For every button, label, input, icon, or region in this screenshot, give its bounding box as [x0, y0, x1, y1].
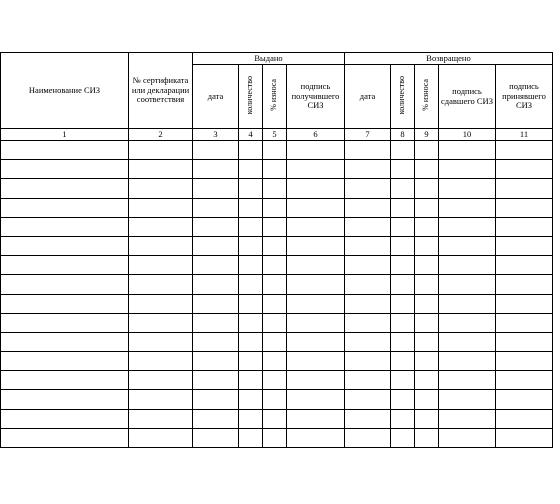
table-cell[interactable]	[287, 390, 345, 409]
table-cell[interactable]	[345, 428, 391, 447]
table-cell[interactable]	[263, 179, 287, 198]
table-cell[interactable]	[439, 256, 496, 275]
table-cell[interactable]	[391, 332, 415, 351]
table-cell[interactable]	[1, 160, 129, 179]
table-cell[interactable]	[391, 141, 415, 160]
table-cell[interactable]	[345, 352, 391, 371]
table-cell[interactable]	[239, 428, 263, 447]
table-cell[interactable]	[439, 294, 496, 313]
table-cell[interactable]	[239, 141, 263, 160]
column-number: 4	[239, 129, 263, 141]
table-cell[interactable]	[239, 275, 263, 294]
table-cell[interactable]	[391, 352, 415, 371]
table-cell[interactable]	[287, 141, 345, 160]
table-cell[interactable]	[391, 275, 415, 294]
table-cell[interactable]	[391, 179, 415, 198]
table-cell[interactable]	[391, 217, 415, 236]
equipment-issue-form	[0, 52, 553, 448]
table-cell[interactable]	[193, 390, 239, 409]
table-cell[interactable]	[239, 313, 263, 332]
table-cell[interactable]	[129, 332, 193, 351]
header-issued-signature: подпись получившего СИЗ	[287, 65, 345, 129]
table-cell[interactable]	[391, 294, 415, 313]
table-cell[interactable]	[415, 236, 439, 255]
table-cell[interactable]	[391, 428, 415, 447]
table-cell[interactable]	[263, 332, 287, 351]
table-cell[interactable]	[1, 256, 129, 275]
table-cell[interactable]	[193, 313, 239, 332]
header-returned-date: дата	[345, 65, 391, 129]
table-cell[interactable]	[496, 141, 553, 160]
table-cell[interactable]	[391, 409, 415, 428]
table-cell[interactable]	[345, 313, 391, 332]
table-cell[interactable]	[439, 217, 496, 236]
table-cell[interactable]	[391, 198, 415, 217]
column-number: 8	[391, 129, 415, 141]
table-cell[interactable]	[263, 294, 287, 313]
table-cell[interactable]	[263, 198, 287, 217]
header-issued-quantity	[239, 65, 263, 129]
header-issued-wear	[263, 65, 287, 129]
header-returned-wear	[415, 65, 439, 129]
table-cell[interactable]	[496, 390, 553, 409]
table-cell[interactable]	[439, 141, 496, 160]
table-cell[interactable]	[415, 390, 439, 409]
table-cell[interactable]	[415, 160, 439, 179]
table-row	[1, 371, 553, 390]
table-cell[interactable]	[345, 236, 391, 255]
table-cell[interactable]	[239, 179, 263, 198]
table-cell[interactable]	[391, 236, 415, 255]
table-cell[interactable]	[439, 371, 496, 390]
table-cell[interactable]	[263, 236, 287, 255]
table-cell[interactable]	[496, 332, 553, 351]
table-row	[1, 294, 553, 313]
table-cell[interactable]	[496, 409, 553, 428]
table-cell[interactable]	[129, 409, 193, 428]
table-cell[interactable]	[239, 198, 263, 217]
table-cell[interactable]	[1, 141, 129, 160]
table-cell[interactable]	[391, 160, 415, 179]
table-cell[interactable]	[263, 371, 287, 390]
table-cell[interactable]	[129, 256, 193, 275]
table-cell[interactable]	[345, 160, 391, 179]
table-cell[interactable]	[1, 217, 129, 236]
table-row	[1, 217, 553, 236]
table-cell[interactable]	[391, 313, 415, 332]
header-returned-quantity	[391, 65, 415, 129]
table-cell[interactable]	[129, 236, 193, 255]
table-cell[interactable]	[239, 294, 263, 313]
table-cell[interactable]	[287, 198, 345, 217]
table-cell[interactable]	[439, 275, 496, 294]
table-cell[interactable]	[496, 198, 553, 217]
table-cell[interactable]	[129, 428, 193, 447]
table-cell[interactable]	[1, 409, 129, 428]
table-row	[1, 236, 553, 255]
table-cell[interactable]	[415, 275, 439, 294]
table-row	[1, 160, 553, 179]
table-cell[interactable]	[129, 371, 193, 390]
table-cell[interactable]	[263, 352, 287, 371]
header-returned-signature-giver: подпись сдавшего СИЗ	[439, 65, 496, 129]
table-cell[interactable]	[239, 409, 263, 428]
table-cell[interactable]	[1, 352, 129, 371]
table-cell[interactable]	[496, 256, 553, 275]
table-cell[interactable]	[1, 390, 129, 409]
table-cell[interactable]	[345, 179, 391, 198]
table-cell[interactable]	[1, 179, 129, 198]
table-cell[interactable]	[496, 294, 553, 313]
table-cell[interactable]	[287, 352, 345, 371]
table-cell[interactable]	[496, 352, 553, 371]
table-cell[interactable]	[496, 275, 553, 294]
table-cell[interactable]	[496, 217, 553, 236]
header-issued-quantity-label: количество	[245, 76, 255, 115]
table-cell[interactable]	[129, 390, 193, 409]
table-row	[1, 256, 553, 275]
table-cell[interactable]	[345, 390, 391, 409]
table-cell[interactable]	[345, 332, 391, 351]
table-cell[interactable]	[439, 179, 496, 198]
table-row	[1, 141, 553, 160]
table-cell[interactable]	[1, 428, 129, 447]
table-cell[interactable]	[263, 313, 287, 332]
header-issued-date: дата	[193, 65, 239, 129]
table-cell[interactable]	[129, 294, 193, 313]
table-cell[interactable]	[263, 428, 287, 447]
table-cell[interactable]	[239, 160, 263, 179]
table-cell[interactable]	[415, 332, 439, 351]
table-cell[interactable]	[415, 179, 439, 198]
column-number: 1	[1, 129, 129, 141]
table-cell[interactable]	[439, 409, 496, 428]
table-cell[interactable]	[391, 256, 415, 275]
table-cell[interactable]	[239, 217, 263, 236]
table-cell[interactable]	[287, 256, 345, 275]
table-cell[interactable]	[129, 160, 193, 179]
table-cell[interactable]	[345, 371, 391, 390]
table-cell[interactable]	[239, 390, 263, 409]
table-cell[interactable]	[415, 352, 439, 371]
table-cell[interactable]	[193, 160, 239, 179]
table-cell[interactable]	[415, 313, 439, 332]
table-body	[1, 141, 553, 448]
table-cell[interactable]	[1, 275, 129, 294]
table-row	[1, 428, 553, 447]
table-cell[interactable]	[439, 352, 496, 371]
table-cell[interactable]	[287, 409, 345, 428]
table-cell[interactable]	[439, 390, 496, 409]
table-cell[interactable]	[391, 371, 415, 390]
table-cell[interactable]	[129, 179, 193, 198]
table-cell[interactable]	[193, 409, 239, 428]
table-cell[interactable]	[439, 160, 496, 179]
table-cell[interactable]	[263, 160, 287, 179]
table-cell[interactable]	[345, 141, 391, 160]
table-cell[interactable]	[391, 390, 415, 409]
table-cell[interactable]	[345, 256, 391, 275]
table-cell[interactable]	[345, 294, 391, 313]
table-cell[interactable]	[263, 275, 287, 294]
table-cell[interactable]	[129, 352, 193, 371]
table-cell[interactable]	[439, 198, 496, 217]
table-cell[interactable]	[287, 428, 345, 447]
table-cell[interactable]	[129, 217, 193, 236]
table-cell[interactable]	[193, 352, 239, 371]
table-cell[interactable]	[129, 313, 193, 332]
table-cell[interactable]	[239, 256, 263, 275]
table-cell[interactable]	[239, 236, 263, 255]
table-cell[interactable]	[287, 332, 345, 351]
table-cell[interactable]	[193, 294, 239, 313]
header-issued-wear-label: % износа	[269, 79, 279, 112]
table-cell[interactable]	[193, 371, 239, 390]
table-cell[interactable]	[263, 217, 287, 236]
table-cell[interactable]	[415, 294, 439, 313]
table-cell[interactable]	[129, 198, 193, 217]
table-cell[interactable]	[263, 256, 287, 275]
table-cell[interactable]	[263, 141, 287, 160]
header-returned-wear-label: % износа	[421, 79, 431, 112]
table-cell[interactable]	[439, 332, 496, 351]
table-cell[interactable]	[496, 313, 553, 332]
table-cell[interactable]	[287, 179, 345, 198]
table-cell[interactable]	[193, 428, 239, 447]
issue-return-table	[0, 52, 553, 448]
table-row	[1, 179, 553, 198]
table-cell[interactable]	[263, 390, 287, 409]
table-cell[interactable]	[415, 409, 439, 428]
table-cell[interactable]	[415, 198, 439, 217]
table-cell[interactable]	[345, 275, 391, 294]
table-cell[interactable]	[345, 198, 391, 217]
header-returned-signature-receiver: подпись принявшего СИЗ	[496, 65, 553, 129]
column-number: 5	[263, 129, 287, 141]
table-cell[interactable]	[193, 217, 239, 236]
table-row	[1, 409, 553, 428]
table-cell[interactable]	[239, 371, 263, 390]
column-number: 2	[129, 129, 193, 141]
column-number: 9	[415, 129, 439, 141]
table-cell[interactable]	[129, 141, 193, 160]
table-cell[interactable]	[287, 275, 345, 294]
table-cell[interactable]	[193, 275, 239, 294]
table-cell[interactable]	[287, 217, 345, 236]
table-cell[interactable]	[1, 236, 129, 255]
table-row	[1, 275, 553, 294]
table-cell[interactable]	[439, 428, 496, 447]
header-ppe-name: Наименование СИЗ	[1, 53, 129, 129]
header-certificate-number: № сертификата или декларации соответствия	[129, 53, 193, 129]
table-cell[interactable]	[496, 428, 553, 447]
table-row	[1, 198, 553, 217]
header-returned-quantity-label: количество	[397, 76, 407, 115]
table-cell[interactable]	[496, 160, 553, 179]
table-cell[interactable]	[287, 236, 345, 255]
table-cell[interactable]	[263, 409, 287, 428]
table-cell[interactable]	[1, 371, 129, 390]
table-cell[interactable]	[345, 217, 391, 236]
table-cell[interactable]	[415, 428, 439, 447]
table-cell[interactable]	[496, 236, 553, 255]
table-cell[interactable]	[439, 236, 496, 255]
table-cell[interactable]	[287, 313, 345, 332]
table-cell[interactable]	[129, 275, 193, 294]
table-row	[1, 332, 553, 351]
table-cell[interactable]	[193, 198, 239, 217]
table-cell[interactable]	[193, 141, 239, 160]
table-cell[interactable]	[1, 313, 129, 332]
table-cell[interactable]	[193, 256, 239, 275]
table-cell[interactable]	[239, 332, 263, 351]
table-cell[interactable]	[439, 313, 496, 332]
table-cell[interactable]	[496, 179, 553, 198]
table-cell[interactable]	[239, 352, 263, 371]
table-cell[interactable]	[415, 141, 439, 160]
table-cell[interactable]	[193, 332, 239, 351]
table-cell[interactable]	[287, 371, 345, 390]
header-group-issued: Выдано	[193, 53, 345, 65]
column-number: 7	[345, 129, 391, 141]
table-row	[1, 313, 553, 332]
table-cell[interactable]	[345, 409, 391, 428]
table-cell[interactable]	[287, 294, 345, 313]
column-number: 11	[496, 129, 553, 141]
column-number: 10	[439, 129, 496, 141]
table-cell[interactable]	[287, 160, 345, 179]
column-number-row	[1, 129, 553, 141]
table-cell[interactable]	[1, 198, 129, 217]
table-cell[interactable]	[193, 236, 239, 255]
table-cell[interactable]	[415, 371, 439, 390]
table-cell[interactable]	[1, 294, 129, 313]
column-number: 3	[193, 129, 239, 141]
table-row	[1, 352, 553, 371]
column-number: 6	[287, 129, 345, 141]
table-row	[1, 390, 553, 409]
table-cell[interactable]	[496, 371, 553, 390]
table-cell[interactable]	[415, 217, 439, 236]
table-cell[interactable]	[193, 179, 239, 198]
table-cell[interactable]	[1, 332, 129, 351]
table-cell[interactable]	[415, 256, 439, 275]
header-group-returned: Возвращено	[345, 53, 553, 65]
